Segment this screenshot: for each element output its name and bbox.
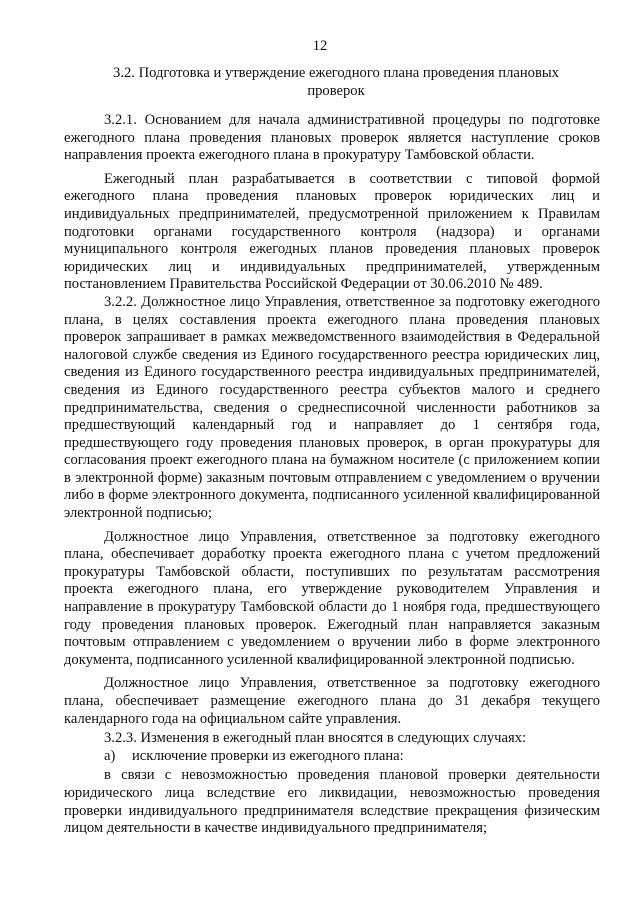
list-item-a-text: исключение проверки из ежегодного плана:	[132, 747, 404, 764]
paragraph-plan-publication: Должностное лицо Управления, ответственное за подготовку ежегодного плана, обеспечивает размещение ежегодного плана до 31 декабря текущего календарного года на официальном сайте управления.	[64, 675, 600, 727]
paragraph-exclusion-reasons: в связи с невозможностью проведения плановой проверки деятельности юридического лица вследствие его ликвидации, невозможностью проведения проверки индивидуального предпринимателя вследствие прекращения физическим лицом деятельности в качестве индивидуального предпринимателя;	[64, 767, 600, 837]
paragraph-3-2-3: 3.2.3. Изменения в ежегодный план вносятся в следующих случаях:	[104, 730, 527, 747]
section-heading: 3.2. Подготовка и утверждение ежегодного плана проведения плановых проверок	[113, 65, 559, 99]
paragraph-annual-plan-form: Ежегодный план разрабатывается в соответствии с типовой формой ежегодного плана проведения плановых проверок юридических лиц и индивидуальных предпринимателей, предусмотренной приложением к Правилам подготовки органами государственного контроля (надзора) и органами муниципального контроля ежегодных планов проведения плановых проверок юридических лиц и индивидуальных предпринимателей, утвержденным постановлением Правительства Российской Федерации от 30.06.2010 № 489.	[64, 170, 600, 293]
list-item-a	[64, 748, 600, 766]
paragraph-3-2-1: 3.2.1. Основанием для начала административной процедуры по подготовке ежегодного плана проведения плановых проверок является наступление сроков направления проекта ежегодного плана в прокуратуру Тамбовской области.	[64, 112, 600, 164]
document-body	[64, 112, 600, 838]
paragraph-plan-revision: Должностное лицо Управления, ответственное за подготовку ежегодного плана, обеспечивает доработку проекта ежегодного плана с учетом предложений прокуратуры Тамбовской области, поступивших по результатам рассмотрения проекта ежегодного плана, его утверждение руководителем Управления и направление в прокуратуру Тамбовской области до 1 ноября года, предшествующего году проведения плановых проверок. Ежегодный план направляется заказным почтовым отправлением с уведомлением о вручении либо в форме электронного документа, подписанного усиленной квалифицированной электронной подписью.	[64, 528, 600, 668]
page-number: 12	[312, 38, 328, 54]
paragraph-3-2-2: 3.2.2. Должностное лицо Управления, ответственное за подготовку ежегодного плана, в целях составления проекта ежегодного плана проведения плановых проверок запрашивает в рамках межведомственного взаимодействия в Федеральной налоговой службе сведения из Единого государственного реестра юридических лиц, сведения из Единого государственного реестра индивидуальных предпринимателей, сведения из Единого государственного реестра субъектов малого и среднего предпринимательства, сведения о среднесписочной численности работников за предшествующий календарный год и направляет до 1 сентября года, предшествующего году проведения плановых проверок, в орган прокуратуры для согласования проект ежегодного плана на бумажном носителе (с приложением копии в электронной форме) заказным почтовым отправлением с уведомлением о вручении либо в форме электронного документа, подписанного усиленной квалифицированной электронной подписью;	[64, 293, 600, 522]
list-item-a-marker: а)	[104, 747, 116, 764]
